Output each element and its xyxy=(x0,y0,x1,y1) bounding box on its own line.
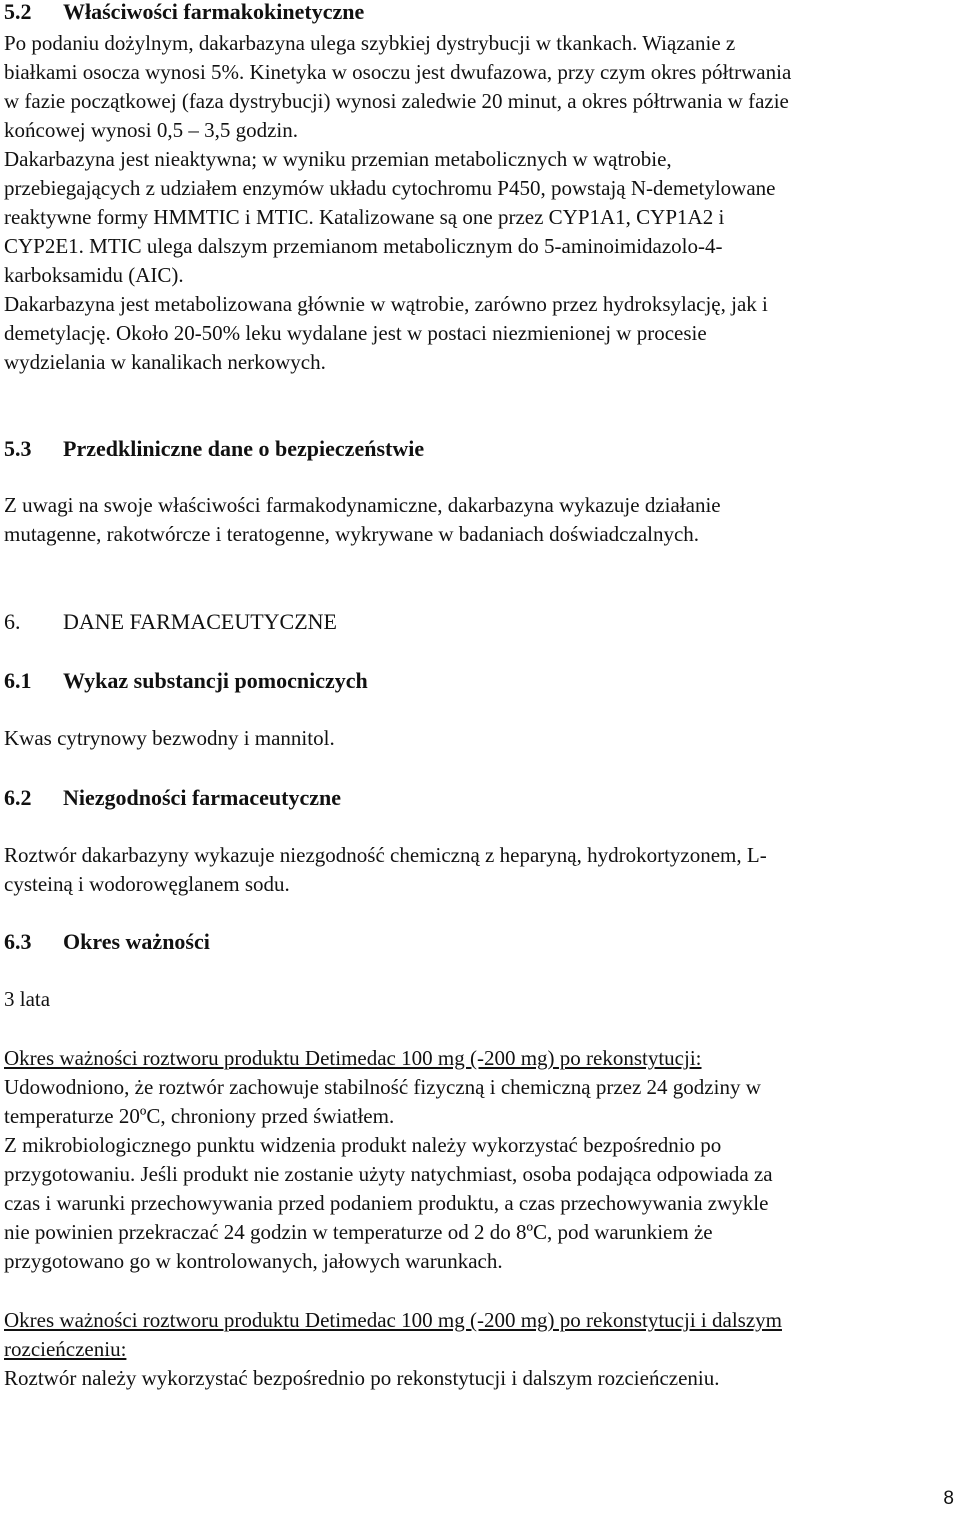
paragraph-line: Udowodniono, że roztwór zachowuje stabilność fizyczną i chemiczną przez 24 godziny w xyxy=(4,1075,761,1099)
section-6-3-block-2 xyxy=(4,1306,954,1393)
section-5-2-body xyxy=(4,29,954,377)
section-number: 5.2 xyxy=(4,0,32,24)
paragraph-line: Z mikrobiologicznego punktu widzenia produkt należy wykorzystać bezpośrednio po xyxy=(4,1133,722,1157)
section-6-1-body xyxy=(4,724,954,753)
paragraph-line: przygotowaniu. Jeśli produkt nie zostanie użyty natychmiast, osoba podająca odpowiada za xyxy=(4,1162,773,1186)
paragraph-line: przygotowano go w kontrolowanych, jałowych warunkach. xyxy=(4,1249,503,1273)
paragraph-line: mutagenne, rakotwórcze i teratogenne, wykrywane w badaniach doświadczalnych. xyxy=(4,522,700,546)
paragraph-line: końcowej wynosi 0,5 – 3,5 godzin. xyxy=(4,118,298,142)
subheading-underlined: rozcieńczeniu: xyxy=(4,1337,127,1361)
paragraph-line: 3 lata xyxy=(4,987,51,1011)
paragraph-line: CYP2E1. MTIC ulega dalszym przemianom metabolicznym do 5-aminoimidazolo-4- xyxy=(4,234,723,258)
paragraph-line: Z uwagi na swoje właściwości farmakodynamiczne, dakarbazyna wykazuje działanie xyxy=(4,493,721,517)
section-title: Wykaz substancji pomocniczych xyxy=(63,668,368,693)
section-6-3-block-1 xyxy=(4,1044,954,1276)
paragraph-line: reaktywne formy HMMTIC i MTIC. Katalizowane są one przez CYP1A1, CYP1A2 i xyxy=(4,205,725,229)
shelf-life-value xyxy=(4,985,954,1014)
section-heading-6-2 xyxy=(4,786,341,810)
section-heading-6-3 xyxy=(4,930,210,954)
paragraph-line: cysteiną i wodorowęglanem sodu. xyxy=(4,872,290,896)
page-number: 8 xyxy=(943,1488,954,1509)
paragraph-line: karboksamidu (AIC). xyxy=(4,263,184,287)
paragraph-line: temperaturze 20ºC, chroniony przed światłem. xyxy=(4,1104,395,1128)
paragraph-line: Roztwór należy wykorzystać bezpośrednio po rekonstytucji i dalszym rozcieńczeniu. xyxy=(4,1366,720,1390)
section-heading-6-1 xyxy=(4,669,368,693)
section-heading-5-3 xyxy=(4,437,424,461)
subheading-underlined: Okres ważności roztworu produktu Detimedac 100 mg (-200 mg) po rekonstytucji i dalszym xyxy=(4,1308,782,1332)
paragraph-line: demetylację. Około 20-50% leku wydalane jest w postaci niezmienionej w procesie xyxy=(4,321,707,345)
paragraph-line: czas i warunki przechowywania przed podaniem produktu, a czas przechowywania zwykle xyxy=(4,1191,769,1215)
paragraph-line: Dakarbazyna jest nieaktywna; w wyniku przemian metabolicznych w wątrobie, xyxy=(4,147,672,171)
section-number: 6.3 xyxy=(4,929,32,954)
paragraph-line: białkami osocza wynosi 5%. Kinetyka w osoczu jest dwufazowa, przy czym okres półtrwania xyxy=(4,60,792,84)
section-5-3-body xyxy=(4,491,954,549)
section-6-2-body xyxy=(4,841,954,899)
section-number: 6.1 xyxy=(4,668,32,693)
paragraph-line: wydzielania w kanalikach nerkowych. xyxy=(4,350,326,374)
paragraph-line: przebiegających z udziałem enzymów układu cytochromu P450, powstają N-demetylowane xyxy=(4,176,776,200)
section-number: 6. xyxy=(4,609,21,634)
section-title: Okres ważności xyxy=(63,929,210,954)
subheading-underlined: Okres ważności roztworu produktu Detimedac 100 mg (-200 mg) po rekonstytucji: xyxy=(4,1046,702,1070)
paragraph-line: Roztwór dakarbazyny wykazuje niezgodność chemiczną z heparyną, hydrokortyzonem, L- xyxy=(4,843,767,867)
section-heading-5-2 xyxy=(4,0,364,24)
section-title: Niezgodności farmaceutyczne xyxy=(63,785,341,810)
section-number: 6.2 xyxy=(4,785,32,810)
paragraph-line: Dakarbazyna jest metabolizowana głównie w wątrobie, zarówno przez hydroksylację, jak i xyxy=(4,292,768,316)
section-title: Właściwości farmakokinetyczne xyxy=(63,0,365,24)
section-title: DANE FARMACEUTYCZNE xyxy=(63,609,337,634)
paragraph-line: nie powinien przekraczać 24 godzin w temperaturze od 2 do 8ºC, pod warunkiem że xyxy=(4,1220,713,1244)
paragraph-line: Po podaniu dożylnym, dakarbazyna ulega szybkiej dystrybucji w tkankach. Wiązanie z xyxy=(4,31,736,55)
section-title: Przedkliniczne dane o bezpieczeństwie xyxy=(63,436,425,461)
section-number: 5.3 xyxy=(4,436,32,461)
section-heading-6 xyxy=(4,610,337,634)
paragraph-line: Kwas cytrynowy bezwodny i mannitol. xyxy=(4,726,335,750)
paragraph-line: w fazie początkowej (faza dystrybucji) wynosi zaledwie 20 minut, a okres półtrwania w fazie xyxy=(4,89,789,113)
